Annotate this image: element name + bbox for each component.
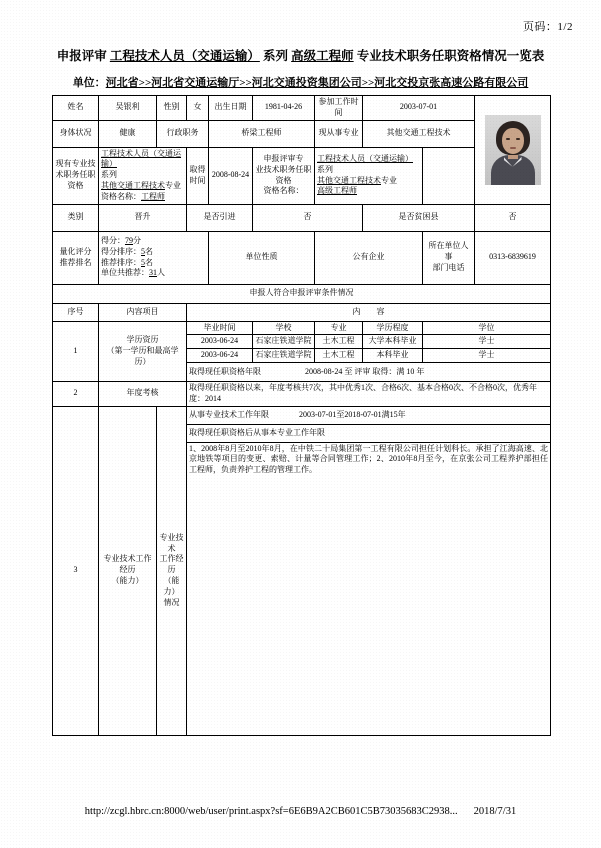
edu-row2-degree: 学士 bbox=[423, 349, 551, 363]
apply-other-suffix: 专业 bbox=[381, 175, 397, 185]
title-level: 高级工程师 bbox=[291, 49, 354, 63]
exp-sub-label: 专业技术 工作经历 （能力） 情况 bbox=[157, 406, 187, 735]
page-number: 页码：1/2 bbox=[522, 21, 573, 33]
health-label: 身体状况 bbox=[53, 120, 99, 147]
apply-other-value: 其他交通工程技术 bbox=[317, 175, 381, 185]
edu-col-major: 专业 bbox=[315, 321, 363, 335]
page-title bbox=[0, 46, 601, 64]
unit-line bbox=[0, 74, 601, 90]
edu-row2-school: 石家庄铁道学院 bbox=[253, 349, 315, 363]
existing-series-label: 系列 bbox=[101, 170, 117, 180]
apply-qual-label: 申报评审专 业技术职务任职资格 资格名称： bbox=[253, 147, 315, 204]
edu-row1-graduation: 2003-06-24 bbox=[187, 335, 253, 349]
admin-post-value: 桥梁工程师 bbox=[209, 120, 315, 147]
apply-qual-detail bbox=[315, 147, 423, 204]
exp-years-value: 2003-07-01至2018-07-01满15年 bbox=[299, 409, 406, 419]
edu-row1-degree: 学士 bbox=[423, 335, 551, 349]
title-part-3: 系列 bbox=[259, 49, 292, 63]
score-detail: 得分：79分 得分排序：5名 推荐排序：5名 单位共推荐：31人 bbox=[99, 231, 209, 284]
edu-row1-level: 大学本科毕业 bbox=[363, 335, 423, 349]
table-row bbox=[53, 321, 551, 335]
health-value: 健康 bbox=[99, 120, 157, 147]
edu-qual-years-label: 取得现任职资格年限 bbox=[189, 366, 261, 376]
exp-text: 1、2008年8月至2010年8月，在中铁二十局集团第一工程有限公司担任计划科长。承担了江海高速、北京地铁等项目的变更、索赔、计量等合同管理工作；2、2010年8月至今，在京张公司工程养护部担任工程师，负责养护工程的管理工作。 bbox=[187, 442, 551, 735]
footer-date: 2018/7/31 bbox=[473, 806, 517, 817]
assess-item-label: 年度考核 bbox=[99, 381, 187, 406]
gender-label: 性别 bbox=[157, 96, 187, 121]
footer-url: http://zcgl.hbrc.cn:8000/web/user/print.aspx?sf=6E6B9A2CB601C5B73035683C2938... bbox=[84, 806, 458, 817]
existing-qual-detail bbox=[99, 147, 187, 204]
col-header-content: 内 容 bbox=[187, 303, 551, 321]
unit-type-value: 公有企业 bbox=[315, 231, 423, 284]
edu-row2-major: 土木工程 bbox=[315, 349, 363, 363]
table-row bbox=[53, 204, 551, 231]
total-recommended-value: 31 bbox=[149, 268, 157, 278]
exp-qual-years-label: 取得现任职资格后从事本专业工作年限 bbox=[187, 424, 551, 442]
existing-other-label: 专业 bbox=[165, 180, 181, 190]
work-start-value: 2003-07-01 bbox=[363, 96, 475, 121]
apply-series-value: 工程技术人员（交通运输） bbox=[317, 153, 413, 163]
edu-no: 1 bbox=[53, 321, 99, 381]
apply-series-suffix: 系列 bbox=[317, 164, 333, 174]
current-major-value: 其他交通工程技术 bbox=[363, 120, 475, 147]
title-series: 工程技术人员（交通运输） bbox=[109, 49, 260, 63]
exp-years-label: 从事专业技术工作年限 bbox=[189, 409, 269, 419]
table-row bbox=[53, 231, 551, 284]
col-header-no: 序号 bbox=[53, 303, 99, 321]
birth-label: 出生日期 bbox=[209, 96, 253, 121]
edu-qual-years-value: 2008-08-24 至 评审 取得：满 10 年 bbox=[305, 366, 425, 376]
score-rank-value: 5 bbox=[141, 246, 145, 256]
assess-value: 取得现任职资格以来，年度考核共7次，其中优秀1次、合格6次、基本合格0次、不合格0次，优秀年度：2014 bbox=[187, 381, 551, 406]
introduced-value: 否 bbox=[253, 204, 363, 231]
birth-value: 1981-04-26 bbox=[253, 96, 315, 121]
edu-row1-school: 石家庄铁道学院 bbox=[253, 335, 315, 349]
unit-label: 单位： bbox=[72, 77, 106, 89]
score-value: 79 bbox=[125, 235, 133, 245]
category-value: 晋升 bbox=[99, 204, 187, 231]
introduced-label: 是否引进 bbox=[187, 204, 253, 231]
unit-type-label: 单位性质 bbox=[209, 231, 315, 284]
category-label: 类别 bbox=[53, 204, 99, 231]
section-header: 申报人符合申报评审条件情况 bbox=[53, 284, 551, 303]
photo-cell bbox=[475, 96, 551, 205]
edu-col-degree-level: 学历程度 bbox=[363, 321, 423, 335]
edu-col-graduation: 毕业时间 bbox=[187, 321, 253, 335]
apply-qual-name-value: 高级工程师 bbox=[317, 186, 357, 196]
name-value: 吴银利 bbox=[99, 96, 157, 121]
poverty-label: 是否贫困县 bbox=[363, 204, 475, 231]
table-row bbox=[53, 303, 551, 321]
edu-row2-graduation: 2003-06-24 bbox=[187, 349, 253, 363]
qualification-table bbox=[52, 95, 551, 736]
edu-row1-major: 土木工程 bbox=[315, 335, 363, 349]
gender-value: 女 bbox=[187, 96, 209, 121]
obtain-time-value: 2008-08-24 bbox=[209, 147, 253, 204]
existing-other-value: 其他交通工程技术 bbox=[101, 180, 165, 190]
edu-col-degree: 学位 bbox=[423, 321, 551, 335]
existing-qual-label: 现有专业技 术职务任职 资格 bbox=[53, 147, 99, 204]
unit-value: 河北省>>河北省交通运输厅>>河北交通投资集团公司>>河北交投京张高速公路有限公司 bbox=[105, 77, 529, 89]
work-start-label: 参加工作时间 bbox=[315, 96, 363, 121]
admin-post-label: 行政职务 bbox=[157, 120, 209, 147]
hr-phone-value: 0313-6839619 bbox=[475, 231, 551, 284]
table-row bbox=[53, 284, 551, 303]
existing-qual-name-value: 工程师 bbox=[141, 191, 165, 201]
hr-phone-label: 所在单位人事 部门电话 bbox=[423, 231, 475, 284]
title-part-1: 申报评审 bbox=[56, 49, 110, 63]
edu-qual-years bbox=[187, 362, 551, 381]
col-header-item: 内容项目 bbox=[99, 303, 187, 321]
title-part-5: 专业技术职务任职资格情况一览表 bbox=[353, 49, 545, 63]
score-label: 量化评分 推荐排名 bbox=[53, 231, 99, 284]
existing-qual-name-label: 资格名称： bbox=[101, 191, 141, 201]
edu-item-label: 学历资历 （第一学历和最高学历） bbox=[99, 321, 187, 381]
table-row bbox=[53, 381, 551, 406]
poverty-value: 否 bbox=[475, 204, 551, 231]
avatar bbox=[485, 115, 541, 185]
edu-row2-level: 本科毕业 bbox=[363, 349, 423, 363]
obtain-time-label: 取得 时间 bbox=[187, 147, 209, 204]
exp-years-row bbox=[187, 406, 551, 424]
exp-no: 3 bbox=[53, 406, 99, 735]
footer bbox=[0, 806, 601, 817]
name-label: 姓名 bbox=[53, 96, 99, 121]
table-row bbox=[53, 406, 551, 424]
rec-rank-value: 5 bbox=[141, 257, 145, 267]
assess-no: 2 bbox=[53, 381, 99, 406]
current-major-label: 现从事专业 bbox=[315, 120, 363, 147]
edu-col-school: 学校 bbox=[253, 321, 315, 335]
existing-series-value: 工程技术人员（交通运输） bbox=[101, 148, 181, 169]
table-row bbox=[53, 96, 551, 121]
exp-item-label: 专业技术工作经历 （能力） bbox=[99, 406, 157, 735]
